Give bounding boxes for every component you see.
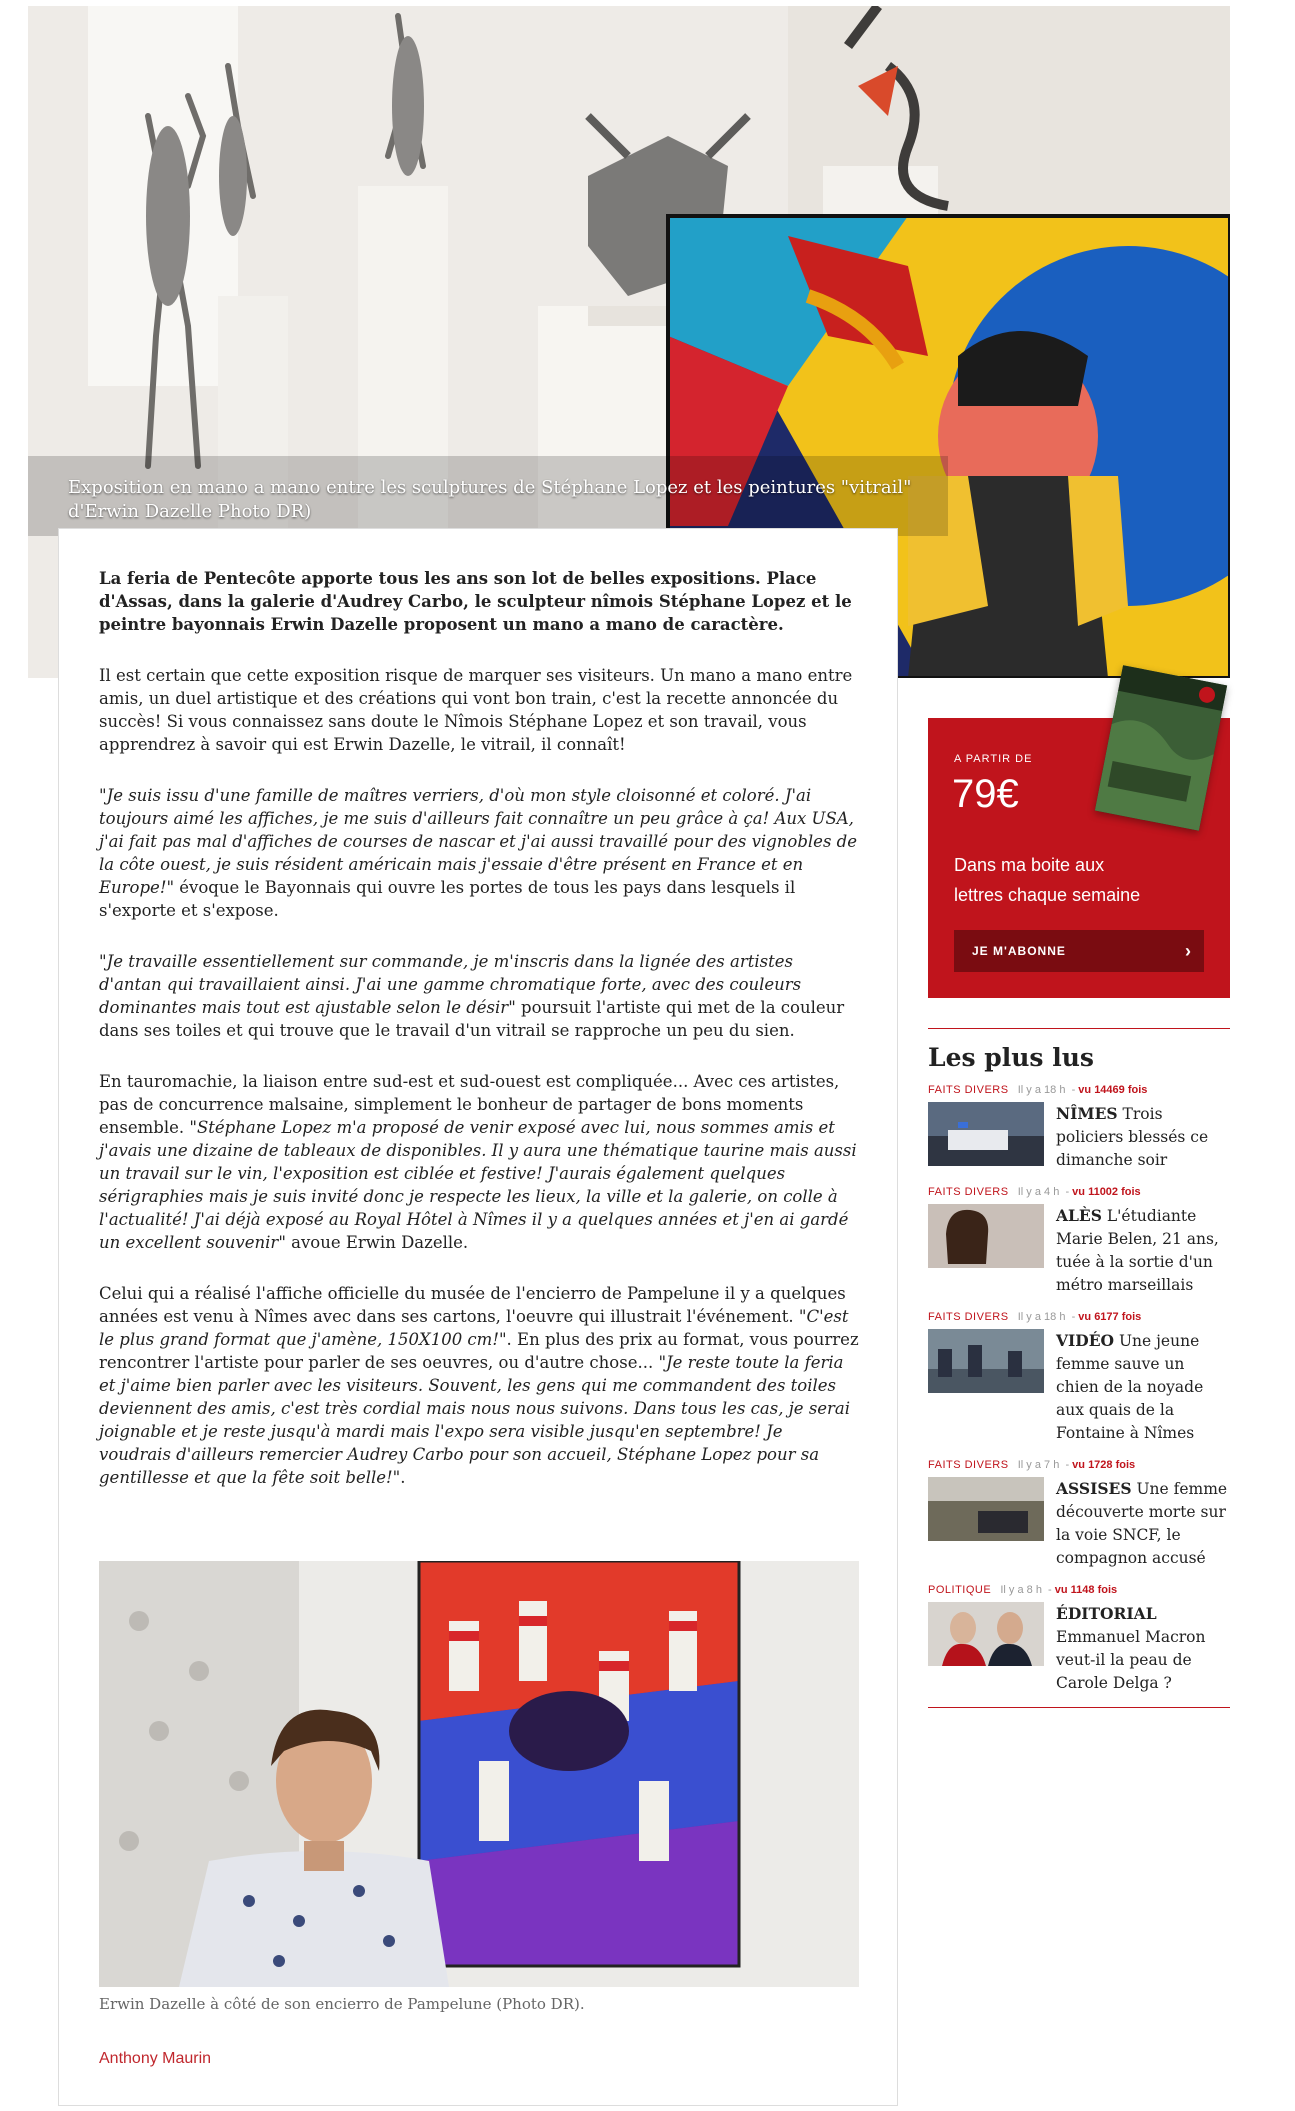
paragraph-text: Celui qui a réalisé l'affiche officielle du musée de l'encierro de Pampelune il y a quelques années est venu à Nîmes avec dans ses cartons, l'oeuvre qui illustrait l'événement. "	[99, 1284, 846, 1326]
list-item[interactable]	[928, 1184, 1230, 1297]
item-category: POLITIQUE	[928, 1584, 992, 1596]
item-meta: FAITS DIVERS Il y a 18 h - vu 14469 fois	[928, 1084, 1148, 1096]
paragraph-4	[99, 1070, 859, 1254]
paragraph-3	[99, 950, 859, 1042]
article-text	[99, 567, 859, 1517]
paragraph-text: ".	[392, 1468, 406, 1487]
item-kicker: ASSISES	[1056, 1479, 1132, 1498]
item-title[interactable]	[1056, 1329, 1230, 1445]
article-lead: La feria de Pentecôte apporte tous les ans son lot de belles expositions. Place d'Assas, dans la galerie d'Audrey Carbo, le sculpteur nîmois Stéphane Lopez et le peintre bayonnais Erwin Dazelle proposent un mano a mano de caractère.	[99, 569, 852, 634]
item-thumbnail[interactable]	[928, 1477, 1044, 1541]
quote: C'est le plus grand format que j'amène, 150X100 cm!	[99, 1307, 849, 1349]
item-time: Il y a 7 h	[1017, 1459, 1060, 1471]
item-title[interactable]	[1056, 1102, 1230, 1172]
list-item[interactable]	[928, 1457, 1230, 1570]
item-views: vu 6177 fois	[1078, 1311, 1142, 1323]
quote: Stéphane Lopez m'a proposé de venir exposé avec lui, nous sommes amis et j'avais une dizaine de tableaux de disponibles. Il y aura une thématique taurine mais aussi un travail sur le vin, l'exposition est ciblée et festive! J'aurais également quelques sérigraphies mais je suis invité donc je respecte les lieux, la ville et la galerie, on colle à l'actualité! J'ai déjà exposé au Royal Hôtel à Nîmes il y a quelques années et j'en ai gardé un excellent souvenir	[99, 1118, 857, 1252]
item-kicker: NÎMES	[1056, 1104, 1118, 1123]
item-time: Il y a 18 h	[1017, 1311, 1066, 1323]
author-link[interactable]: Anthony Maurin	[99, 2050, 212, 2067]
item-views: vu 11002 fois	[1072, 1186, 1141, 1198]
item-category: FAITS DIVERS	[928, 1084, 1009, 1096]
photo-caption: Erwin Dazelle à côté de son encierro de Pampelune (Photo DR).	[99, 1995, 585, 2013]
item-title[interactable]	[1056, 1477, 1230, 1570]
item-title-text: L'étudiante Marie Belen, 21 ans, tuée à la sortie d'un métro marseillais	[1056, 1207, 1219, 1294]
item-meta: FAITS DIVERS Il y a 18 h - vu 6177 fois	[928, 1311, 1142, 1323]
item-title[interactable]	[1056, 1204, 1230, 1297]
most-read-title: Les plus lus	[928, 1043, 1094, 1072]
paragraph-text: " avoue Erwin Dazelle.	[278, 1233, 469, 1252]
quote: Je reste toute la feria et j'aime bien parler avec les visiteurs. Souvent, les gens qui me commandent des toiles deviennent des amis, c'est très cordial mais nous nous suivons. Dans tous les cas, je serai joignable et je reste jusqu'à mardi mais l'expo sera visible jusqu'en septembre! Je voudrais d'ailleurs remercier Audrey Carbo pour son accueil, Stéphane Lopez pour sa gentillesse et que la fête soit belle!	[99, 1353, 851, 1487]
paragraph-5	[99, 1282, 859, 1489]
item-thumbnail[interactable]	[928, 1329, 1044, 1393]
subscribe-button[interactable]	[954, 930, 1204, 972]
item-category: FAITS DIVERS	[928, 1459, 1009, 1471]
promo-price: 79€	[952, 772, 1019, 816]
item-views: vu 1728 fois	[1072, 1459, 1136, 1471]
item-category: FAITS DIVERS	[928, 1186, 1009, 1198]
subscribe-button-label: JE M'ABONNE	[972, 944, 1066, 958]
article-photo	[99, 1561, 859, 1987]
item-time: Il y a 8 h	[1000, 1584, 1042, 1596]
article-body	[58, 528, 898, 2106]
quote: "Je travaille essentiellement sur commande, je m'inscris dans la lignée des artistes d'antan qui travaillaient ainsi. J'ai une gamme chromatique forte, avec des couleurs dominantes mais tout est ajustable selon le désir	[99, 952, 802, 1017]
artist-photo-illustration	[99, 1561, 859, 1987]
item-meta: FAITS DIVERS Il y a 7 h - vu 1728 fois	[928, 1459, 1136, 1471]
item-title-text: Trois policiers blessés ce dimanche soir	[1056, 1105, 1209, 1169]
section-divider	[928, 1707, 1230, 1708]
paragraph-text: " évoque le Bayonnais qui ouvre les portes de tous les pays dans lesquels il s'exporte et s'expose.	[99, 878, 796, 920]
item-views: vu 1148 fois	[1054, 1584, 1118, 1596]
item-kicker: ÉDITORIAL	[1056, 1604, 1157, 1623]
paragraph-text: " poursuit l'artiste qui met de la couleur dans ses toiles et qui trouve que le travail d'un vitrail se rapproche un peu du sien.	[99, 998, 845, 1040]
item-title-text: Emmanuel Macron veut-il la peau de Carole Delga ?	[1056, 1628, 1206, 1692]
item-title-text: Une jeune femme sauve un chien de la noyade aux quais de la Fontaine à Nîmes	[1056, 1332, 1204, 1442]
promo-from-label: A PARTIR DE	[954, 753, 1033, 765]
item-title-text: Une femme découverte morte sur la voie SNCF, le compagnon accusé	[1056, 1480, 1228, 1567]
promo-description: Dans ma boite aux lettres chaque semaine	[954, 855, 1141, 905]
list-item[interactable]	[928, 1309, 1230, 1445]
thumbnail-illustration	[928, 1102, 1044, 1166]
list-item[interactable]	[928, 1582, 1230, 1695]
item-time: Il y a 4 h	[1017, 1186, 1060, 1198]
item-meta: FAITS DIVERS Il y a 4 h - vu 11002 fois	[928, 1186, 1141, 1198]
thumbnail-illustration	[928, 1204, 1044, 1268]
hero-caption: Exposition en mano a mano entre les sculptures de Stéphane Lopez et les peintures "vitrail" d'Erwin Dazelle Photo DR)	[68, 477, 912, 522]
item-kicker: VIDÉO	[1056, 1331, 1115, 1350]
item-thumbnail[interactable]	[928, 1204, 1044, 1268]
item-views: vu 14469 fois	[1078, 1084, 1148, 1096]
chevron-right-icon: ›	[1185, 941, 1192, 961]
item-time: Il y a 18 h	[1017, 1084, 1066, 1096]
most-read-section	[928, 1028, 1230, 1708]
item-thumbnail[interactable]	[928, 1602, 1044, 1666]
list-item[interactable]	[928, 1082, 1230, 1172]
paragraph-2	[99, 784, 859, 922]
item-category: FAITS DIVERS	[928, 1311, 1009, 1323]
paragraph-1: Il est certain que cette exposition risque de marquer ses visiteurs. Un mano a mano entre amis, un duel artistique et des créations qui vont bon train, c'est la recette annoncée du succès! Si vous connaissez sans doute le Nîmois Stéphane Lopez et son travail, vous apprendrez à savoir qui est Erwin Dazelle, le vitrail, il connaît!	[99, 666, 853, 754]
paragraph-text: En tauromachie, la liaison entre sud-est et sud-ouest est compliquée... Avec ces artistes, pas de concurrence malsaine, simplement le bonheur de partager de bons moments ensemble. "	[99, 1072, 840, 1137]
item-thumbnail[interactable]	[928, 1102, 1044, 1166]
thumbnail-illustration	[928, 1329, 1044, 1393]
thumbnail-illustration	[928, 1602, 1044, 1666]
item-kicker: ALÈS	[1056, 1206, 1102, 1225]
thumbnail-illustration	[928, 1477, 1044, 1541]
paragraph-text: ". En plus des prix au format, vous pourrez rencontrer l'artiste pour parler de ses oeuvres, ou d'autre chose... "	[99, 1330, 859, 1372]
item-title[interactable]	[1056, 1602, 1230, 1695]
quote: "Je suis issu d'une famille de maîtres verriers, d'où mon style cloisonné et coloré. J'ai toujours aimé les affiches, je me suis d'ailleurs fait connaître un peu grâce à ça! Aux USA, j'ai fait pas mal d'affiches de courses de nascar et j'ai aussi travaillé pour des vignobles de la côte ouest, je suis résident américain mais j'essaie d'être présent en France et en Europe!	[99, 786, 857, 897]
item-meta: POLITIQUE Il y a 8 h - vu 1148 fois	[928, 1584, 1118, 1596]
